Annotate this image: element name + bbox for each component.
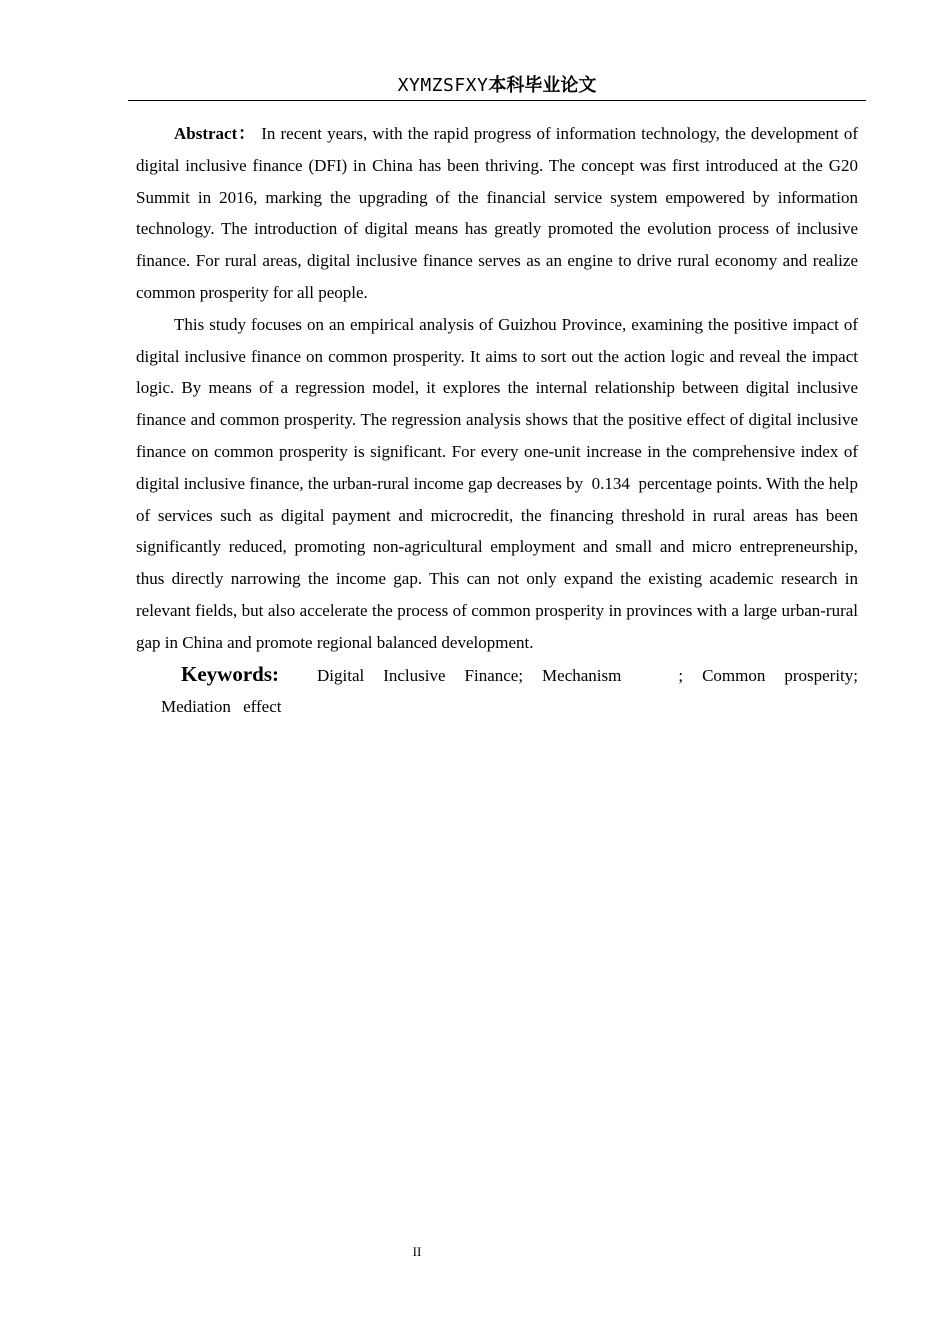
header-code: XYMZSFXY [397,75,489,96]
abstract-label: Abstract： [174,124,257,143]
abstract-paragraph-2: This study focuses on an empirical analysis of Guizhou Province, examining the positive impact of digital inclusive finance on common prosperity. It aims to sort out the action logic and reveal the impact logic. By means of a regression model, it explores the internal relationship between digital inclusive finance and common prosperity. The regression analysis shows that the positive effect of digital inclusive finance on common prosperity is significant. For every one-unit increase in the comprehensive index of digital inclusive finance, the urban-rural income gap decreases by 0.134 percentage points. With the help of services such as digital payment and microcredit, the financing threshold in rural areas has been significantly reduced, promoting non-agricultural employment and small and micro entrepreneurship, thus directly narrowing the income gap. This can not only expand the existing academic research in relevant fields, but also accelerate the process of common prosperity in provinces with a large urban-rural gap in China and promote regional balanced development. [136,314,858,652]
page-header [128,72,866,101]
keywords-line [136,659,858,723]
abstract-paragraph-1 [136,118,858,309]
abstract-paragraph-1-text: In recent years, with the rapid progress of information technology, the development of digital inclusive finance (DFI) in China has been thriving. The concept was first introduced at the G20 Summit in 2016, marking the upgrading of the financial service system empowered by information technology. The introduction of digital means has greatly promoted the evolution process of inclusive finance. For rural areas, digital inclusive finance serves as an engine to drive rural economy and realize common prosperity for all people. [136,124,858,302]
keywords-text: Digital Inclusive Finance; Mechanism ; Common prosperity; Mediation effect [161,665,859,717]
header-title: 本科毕业论文 [488,75,597,96]
keywords-label: Keywords: [181,661,279,686]
page-number: II [412,1244,422,1259]
abstract-section [136,118,858,723]
